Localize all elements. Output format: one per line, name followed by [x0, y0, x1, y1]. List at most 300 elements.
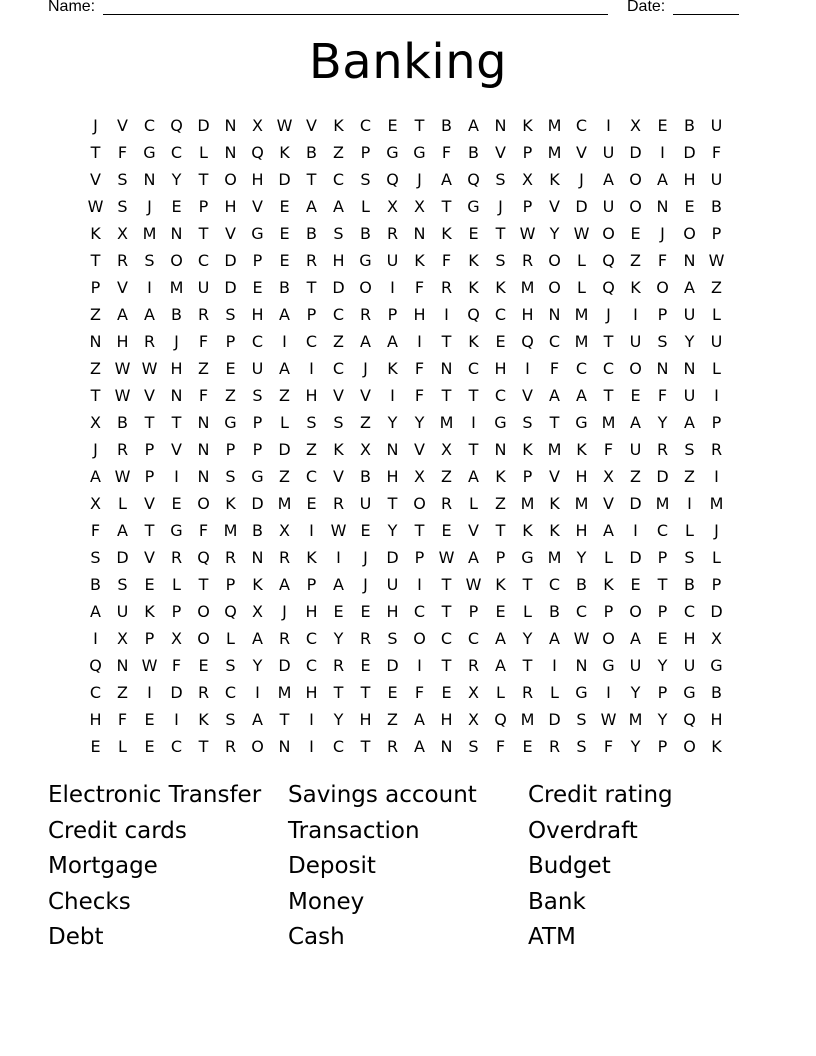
grid-cell[interactable]: X — [279, 521, 290, 540]
grid-cell[interactable]: F — [414, 386, 425, 405]
grid-cell[interactable]: F — [603, 440, 614, 459]
grid-cell[interactable]: C — [332, 170, 345, 189]
grid-cell[interactable]: Z — [306, 440, 317, 459]
grid-cell[interactable]: J — [714, 521, 719, 540]
grid-cell[interactable]: O — [548, 251, 561, 270]
grid-cell[interactable]: K — [387, 359, 398, 378]
grid-cell[interactable]: E — [387, 683, 398, 702]
grid-cell[interactable]: R — [440, 494, 453, 513]
grid-cell[interactable]: V — [306, 116, 317, 135]
grid-cell[interactable]: K — [522, 521, 533, 540]
grid-cell[interactable]: V — [549, 197, 560, 216]
grid-cell[interactable]: S — [495, 251, 506, 270]
grid-cell[interactable]: E — [306, 494, 317, 513]
grid-cell[interactable]: J — [93, 440, 98, 459]
grid-cell[interactable]: V — [117, 116, 128, 135]
grid-cell[interactable]: A — [333, 575, 344, 594]
grid-cell[interactable]: D — [575, 197, 588, 216]
grid-cell[interactable]: Y — [171, 170, 182, 189]
grid-cell[interactable]: P — [657, 683, 668, 702]
grid-cell[interactable]: L — [226, 629, 235, 648]
grid-cell[interactable]: A — [549, 629, 560, 648]
grid-cell[interactable]: F — [657, 251, 668, 270]
grid-cell[interactable]: J — [363, 575, 368, 594]
grid-cell[interactable]: K — [333, 116, 344, 135]
grid-cell[interactable]: T — [441, 332, 452, 351]
grid-cell[interactable]: K — [549, 521, 560, 540]
grid-cell[interactable]: D — [548, 710, 561, 729]
grid-cell[interactable]: V — [549, 467, 560, 486]
grid-cell[interactable]: L — [118, 494, 127, 513]
grid-cell[interactable]: B — [549, 602, 560, 621]
grid-cell[interactable]: H — [305, 602, 318, 621]
grid-cell[interactable]: V — [225, 224, 236, 243]
grid-cell[interactable]: Z — [630, 251, 641, 270]
grid-cell[interactable]: E — [333, 602, 344, 621]
grid-cell[interactable]: C — [440, 629, 453, 648]
grid-cell[interactable]: I — [687, 494, 692, 513]
grid-cell[interactable]: G — [683, 683, 696, 702]
grid-cell[interactable]: K — [279, 143, 290, 162]
grid-cell[interactable]: I — [417, 575, 422, 594]
grid-cell[interactable]: L — [712, 305, 721, 324]
grid-cell[interactable]: F — [414, 278, 425, 297]
grid-cell[interactable]: U — [683, 386, 696, 405]
grid-cell[interactable]: R — [116, 440, 129, 459]
grid-cell[interactable]: N — [413, 224, 426, 243]
grid-cell[interactable]: F — [441, 251, 452, 270]
grid-cell[interactable]: A — [144, 305, 155, 324]
grid-cell[interactable]: A — [117, 521, 128, 540]
grid-cell[interactable]: F — [171, 656, 182, 675]
grid-cell[interactable]: P — [657, 602, 668, 621]
grid-cell[interactable]: X — [468, 710, 479, 729]
grid-cell[interactable]: P — [171, 602, 182, 621]
grid-cell[interactable]: X — [603, 467, 614, 486]
grid-cell[interactable]: E — [252, 278, 263, 297]
grid-cell[interactable]: B — [279, 278, 290, 297]
grid-cell[interactable]: F — [414, 683, 425, 702]
grid-cell[interactable]: I — [471, 413, 476, 432]
grid-cell[interactable]: M — [574, 332, 589, 351]
grid-cell[interactable]: Y — [684, 332, 695, 351]
grid-cell[interactable]: X — [711, 629, 722, 648]
grid-cell[interactable]: Q — [197, 548, 210, 567]
grid-cell[interactable]: N — [386, 440, 399, 459]
grid-cell[interactable]: F — [198, 386, 209, 405]
grid-cell[interactable]: Z — [333, 143, 344, 162]
grid-cell[interactable]: A — [306, 197, 317, 216]
grid-cell[interactable]: A — [684, 413, 695, 432]
grid-cell[interactable]: O — [197, 602, 210, 621]
grid-cell[interactable]: Z — [360, 413, 371, 432]
grid-cell[interactable]: N — [440, 737, 453, 756]
grid-cell[interactable]: D — [278, 656, 291, 675]
grid-cell[interactable]: C — [305, 332, 318, 351]
grid-cell[interactable]: Z — [279, 467, 290, 486]
grid-cell[interactable]: S — [657, 332, 668, 351]
grid-cell[interactable]: I — [606, 683, 611, 702]
grid-cell[interactable]: J — [606, 305, 611, 324]
grid-cell[interactable]: G — [170, 521, 183, 540]
grid-cell[interactable]: M — [574, 494, 589, 513]
grid-cell[interactable]: Q — [170, 116, 183, 135]
grid-cell[interactable]: K — [522, 116, 533, 135]
grid-cell[interactable]: B — [252, 521, 263, 540]
grid-cell[interactable]: K — [495, 575, 506, 594]
grid-cell[interactable]: Y — [252, 656, 263, 675]
grid-cell[interactable]: C — [305, 656, 318, 675]
grid-cell[interactable]: M — [520, 710, 535, 729]
grid-cell[interactable]: K — [522, 440, 533, 459]
grid-cell[interactable]: Z — [225, 386, 236, 405]
grid-cell[interactable]: T — [171, 413, 182, 432]
grid-cell[interactable]: M — [655, 494, 670, 513]
grid-cell[interactable]: A — [252, 629, 263, 648]
grid-cell[interactable]: J — [282, 602, 287, 621]
grid-cell[interactable]: N — [683, 359, 696, 378]
grid-cell[interactable]: T — [522, 656, 533, 675]
grid-cell[interactable]: Z — [279, 386, 290, 405]
grid-cell[interactable]: T — [387, 494, 398, 513]
grid-cell[interactable]: U — [602, 143, 615, 162]
grid-cell[interactable]: C — [332, 737, 345, 756]
grid-cell[interactable]: G — [521, 548, 534, 567]
grid-cell[interactable]: K — [198, 710, 209, 729]
grid-cell[interactable]: F — [711, 143, 722, 162]
grid-cell[interactable]: L — [577, 251, 586, 270]
grid-cell[interactable]: A — [387, 332, 398, 351]
grid-cell[interactable]: S — [333, 413, 344, 432]
grid-cell[interactable]: Q — [224, 602, 237, 621]
grid-cell[interactable]: L — [118, 737, 127, 756]
grid-cell[interactable]: E — [387, 116, 398, 135]
grid-cell[interactable]: A — [468, 548, 479, 567]
grid-cell[interactable]: T — [441, 575, 452, 594]
grid-cell[interactable]: K — [549, 494, 560, 513]
grid-cell[interactable]: U — [629, 332, 642, 351]
grid-cell[interactable]: W — [573, 224, 590, 243]
grid-cell[interactable]: I — [255, 683, 260, 702]
grid-cell[interactable]: R — [548, 737, 561, 756]
grid-cell[interactable]: H — [683, 629, 696, 648]
grid-cell[interactable]: L — [604, 548, 613, 567]
grid-cell[interactable]: E — [360, 521, 371, 540]
grid-cell[interactable]: X — [360, 440, 371, 459]
grid-cell[interactable]: C — [494, 386, 507, 405]
grid-cell[interactable]: P — [657, 305, 668, 324]
grid-cell[interactable]: L — [280, 413, 289, 432]
grid-cell[interactable]: I — [147, 278, 152, 297]
grid-cell[interactable]: Y — [549, 224, 560, 243]
grid-cell[interactable]: V — [333, 386, 344, 405]
grid-cell[interactable]: R — [332, 656, 345, 675]
grid-cell[interactable]: E — [468, 224, 479, 243]
grid-cell[interactable]: B — [306, 143, 317, 162]
grid-cell[interactable]: O — [602, 629, 615, 648]
grid-cell[interactable]: A — [252, 710, 263, 729]
grid-cell[interactable]: P — [90, 278, 101, 297]
grid-cell[interactable]: L — [172, 575, 181, 594]
grid-cell[interactable]: X — [468, 683, 479, 702]
grid-cell[interactable]: T — [90, 251, 101, 270]
grid-cell[interactable]: G — [386, 143, 399, 162]
grid-cell[interactable]: U — [710, 116, 723, 135]
grid-cell[interactable]: I — [552, 656, 557, 675]
grid-cell[interactable]: O — [683, 224, 696, 243]
grid-cell[interactable]: C — [332, 359, 345, 378]
grid-cell[interactable]: P — [198, 197, 209, 216]
grid-cell[interactable]: K — [495, 278, 506, 297]
grid-cell[interactable]: Q — [89, 656, 102, 675]
grid-cell[interactable]: H — [116, 332, 129, 351]
grid-cell[interactable]: O — [629, 359, 642, 378]
grid-cell[interactable]: P — [657, 737, 668, 756]
grid-cell[interactable]: H — [359, 710, 372, 729]
grid-cell[interactable]: D — [224, 251, 237, 270]
grid-cell[interactable]: N — [197, 467, 210, 486]
grid-cell[interactable]: M — [547, 116, 562, 135]
grid-cell[interactable]: G — [575, 683, 588, 702]
grid-cell[interactable]: T — [306, 170, 317, 189]
grid-cell[interactable]: I — [174, 710, 179, 729]
grid-cell[interactable]: S — [468, 737, 479, 756]
grid-cell[interactable]: E — [495, 602, 506, 621]
grid-cell[interactable]: E — [360, 656, 371, 675]
grid-cell[interactable]: V — [603, 494, 614, 513]
grid-cell[interactable]: A — [90, 467, 101, 486]
grid-cell[interactable]: P — [144, 629, 155, 648]
grid-cell[interactable]: N — [548, 305, 561, 324]
grid-cell[interactable]: D — [332, 278, 345, 297]
grid-cell[interactable]: S — [684, 440, 695, 459]
grid-cell[interactable]: Z — [495, 494, 506, 513]
grid-cell[interactable]: M — [520, 494, 535, 513]
grid-cell[interactable]: P — [387, 305, 398, 324]
grid-cell[interactable]: D — [629, 494, 642, 513]
grid-cell[interactable]: C — [197, 251, 210, 270]
grid-cell[interactable]: I — [309, 359, 314, 378]
grid-cell[interactable]: L — [199, 143, 208, 162]
grid-cell[interactable]: T — [198, 575, 209, 594]
grid-cell[interactable]: D — [278, 440, 291, 459]
grid-cell[interactable]: T — [468, 440, 479, 459]
grid-cell[interactable]: D — [683, 143, 696, 162]
grid-cell[interactable]: H — [251, 305, 264, 324]
grid-cell[interactable]: A — [603, 521, 614, 540]
grid-cell[interactable]: Q — [602, 251, 615, 270]
grid-cell[interactable]: M — [547, 440, 562, 459]
grid-cell[interactable]: N — [143, 170, 156, 189]
grid-cell[interactable]: N — [440, 359, 453, 378]
grid-cell[interactable]: Z — [711, 278, 722, 297]
grid-cell[interactable]: N — [683, 251, 696, 270]
grid-cell[interactable]: T — [495, 224, 506, 243]
grid-cell[interactable]: A — [468, 116, 479, 135]
grid-cell[interactable]: E — [522, 737, 533, 756]
grid-cell[interactable]: F — [495, 737, 506, 756]
grid-cell[interactable]: B — [576, 575, 587, 594]
grid-cell[interactable]: K — [630, 278, 641, 297]
grid-cell[interactable]: N — [89, 332, 102, 351]
grid-cell[interactable]: U — [386, 251, 399, 270]
grid-cell[interactable]: S — [306, 413, 317, 432]
grid-cell[interactable]: C — [170, 143, 183, 162]
grid-cell[interactable]: N — [656, 359, 669, 378]
grid-cell[interactable]: C — [575, 602, 588, 621]
grid-cell[interactable]: Q — [386, 170, 399, 189]
grid-cell[interactable]: M — [439, 413, 454, 432]
grid-cell[interactable]: T — [441, 602, 452, 621]
grid-cell[interactable]: A — [414, 710, 425, 729]
grid-cell[interactable]: S — [684, 548, 695, 567]
grid-cell[interactable]: M — [547, 548, 562, 567]
grid-cell[interactable]: J — [93, 116, 98, 135]
grid-cell[interactable]: F — [198, 521, 209, 540]
grid-cell[interactable]: R — [197, 305, 210, 324]
grid-cell[interactable]: K — [441, 224, 452, 243]
grid-cell[interactable]: D — [251, 494, 264, 513]
grid-cell[interactable]: A — [630, 413, 641, 432]
grid-cell[interactable]: H — [89, 710, 102, 729]
grid-cell[interactable]: D — [629, 548, 642, 567]
grid-cell[interactable]: O — [413, 629, 426, 648]
grid-cell[interactable]: N — [170, 224, 183, 243]
grid-cell[interactable]: K — [306, 548, 317, 567]
grid-cell[interactable]: S — [225, 305, 236, 324]
grid-cell[interactable]: S — [225, 467, 236, 486]
grid-cell[interactable]: E — [171, 197, 182, 216]
grid-cell[interactable]: R — [332, 494, 345, 513]
grid-cell[interactable]: B — [684, 575, 695, 594]
grid-cell[interactable]: S — [387, 629, 398, 648]
grid-cell[interactable]: C — [143, 116, 156, 135]
grid-cell[interactable]: E — [657, 629, 668, 648]
grid-cell[interactable]: T — [144, 521, 155, 540]
grid-cell[interactable]: H — [305, 683, 318, 702]
grid-cell[interactable]: X — [117, 224, 128, 243]
grid-cell[interactable]: T — [90, 143, 101, 162]
grid-cell[interactable]: G — [359, 251, 372, 270]
grid-cell[interactable]: K — [711, 737, 722, 756]
grid-cell[interactable]: C — [89, 683, 102, 702]
grid-cell[interactable]: W — [600, 710, 617, 729]
grid-cell[interactable]: K — [468, 251, 479, 270]
grid-cell[interactable]: E — [279, 251, 290, 270]
grid-cell[interactable]: P — [711, 413, 722, 432]
grid-cell[interactable]: Y — [522, 629, 533, 648]
grid-cell[interactable]: I — [390, 386, 395, 405]
grid-cell[interactable]: O — [197, 494, 210, 513]
grid-cell[interactable]: V — [171, 440, 182, 459]
grid-cell[interactable]: T — [441, 656, 452, 675]
grid-cell[interactable]: C — [467, 359, 480, 378]
grid-cell[interactable]: T — [198, 224, 209, 243]
grid-cell[interactable]: W — [141, 656, 158, 675]
grid-cell[interactable]: Q — [494, 710, 507, 729]
grid-cell[interactable]: P — [522, 197, 533, 216]
grid-cell[interactable]: U — [629, 440, 642, 459]
grid-cell[interactable]: T — [144, 413, 155, 432]
grid-cell[interactable]: I — [282, 332, 287, 351]
grid-cell[interactable]: L — [523, 602, 532, 621]
grid-cell[interactable]: M — [142, 224, 157, 243]
grid-cell[interactable]: K — [252, 575, 263, 594]
grid-cell[interactable]: R — [521, 251, 534, 270]
grid-cell[interactable]: M — [520, 278, 535, 297]
grid-cell[interactable]: G — [494, 413, 507, 432]
grid-cell[interactable]: X — [117, 629, 128, 648]
grid-cell[interactable]: T — [468, 386, 479, 405]
grid-cell[interactable]: Z — [387, 710, 398, 729]
grid-cell[interactable]: R — [170, 548, 183, 567]
grid-cell[interactable]: M — [574, 305, 589, 324]
grid-cell[interactable]: V — [333, 467, 344, 486]
grid-cell[interactable]: H — [224, 197, 237, 216]
grid-cell[interactable]: C — [413, 602, 426, 621]
grid-cell[interactable]: S — [117, 197, 128, 216]
grid-cell[interactable]: T — [360, 737, 371, 756]
name-line[interactable] — [103, 14, 608, 15]
grid-cell[interactable]: K — [333, 440, 344, 459]
grid-cell[interactable]: T — [549, 413, 560, 432]
grid-cell[interactable]: I — [633, 305, 638, 324]
grid-cell[interactable]: H — [494, 359, 507, 378]
grid-cell[interactable]: X — [90, 494, 101, 513]
grid-cell[interactable]: U — [683, 305, 696, 324]
grid-cell[interactable]: W — [114, 467, 131, 486]
grid-cell[interactable]: P — [711, 224, 722, 243]
grid-cell[interactable]: U — [710, 332, 723, 351]
grid-cell[interactable]: R — [224, 737, 237, 756]
grid-cell[interactable]: V — [252, 197, 263, 216]
grid-cell[interactable]: X — [387, 197, 398, 216]
grid-cell[interactable]: T — [657, 575, 668, 594]
grid-cell[interactable]: X — [522, 170, 533, 189]
grid-cell[interactable]: O — [656, 278, 669, 297]
grid-cell[interactable]: H — [683, 170, 696, 189]
grid-cell[interactable]: K — [495, 467, 506, 486]
grid-cell[interactable]: J — [660, 224, 665, 243]
grid-cell[interactable]: A — [117, 305, 128, 324]
grid-cell[interactable]: R — [386, 224, 399, 243]
grid-cell[interactable]: B — [711, 197, 722, 216]
grid-cell[interactable]: B — [441, 116, 452, 135]
grid-cell[interactable]: J — [363, 359, 368, 378]
grid-cell[interactable]: P — [657, 548, 668, 567]
grid-cell[interactable]: I — [606, 116, 611, 135]
grid-cell[interactable]: O — [413, 494, 426, 513]
grid-cell[interactable]: P — [468, 602, 479, 621]
grid-cell[interactable]: H — [332, 251, 345, 270]
grid-cell[interactable]: H — [575, 467, 588, 486]
grid-cell[interactable]: I — [336, 548, 341, 567]
grid-cell[interactable]: T — [441, 386, 452, 405]
grid-cell[interactable]: K — [468, 278, 479, 297]
grid-cell[interactable]: E — [441, 521, 452, 540]
grid-cell[interactable]: Y — [630, 737, 641, 756]
grid-cell[interactable]: X — [414, 467, 425, 486]
grid-cell[interactable]: N — [224, 143, 237, 162]
date-line[interactable] — [673, 14, 739, 15]
grid-cell[interactable]: R — [710, 440, 723, 459]
grid-cell[interactable]: R — [359, 305, 372, 324]
grid-cell[interactable]: W — [708, 251, 725, 270]
grid-cell[interactable]: O — [251, 737, 264, 756]
grid-cell[interactable]: C — [548, 575, 561, 594]
grid-cell[interactable]: O — [197, 629, 210, 648]
grid-cell[interactable]: M — [277, 683, 292, 702]
